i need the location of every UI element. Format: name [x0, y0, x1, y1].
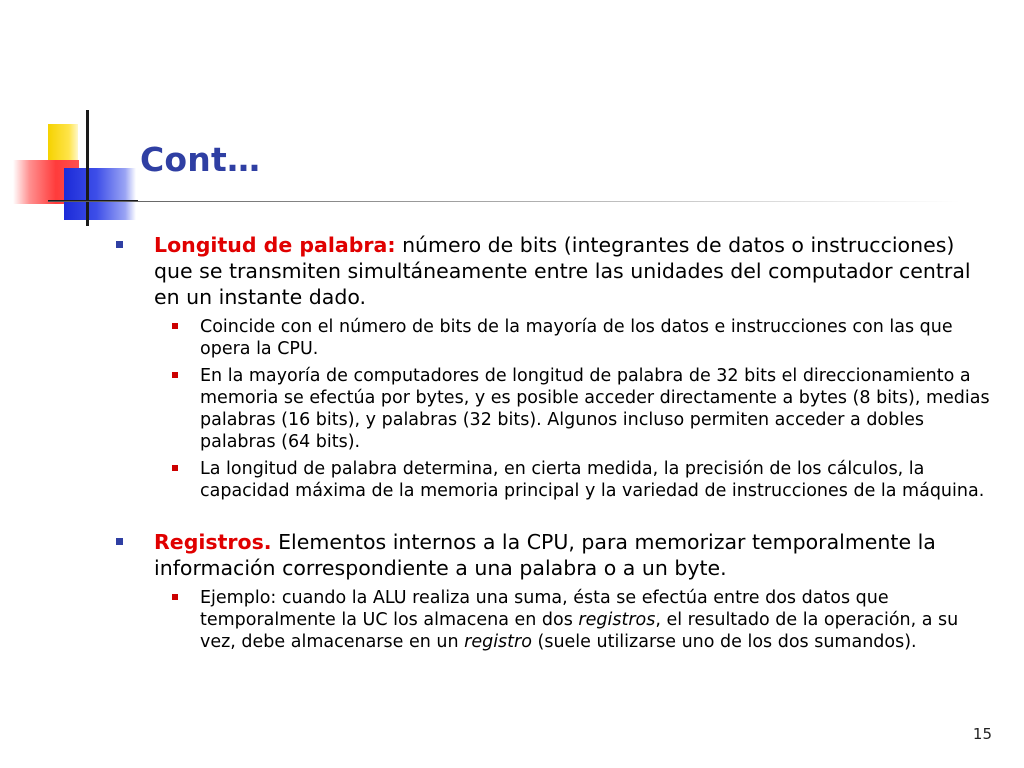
bullet-square-icon [116, 241, 123, 248]
sub-bullet-square-icon [172, 372, 178, 378]
sub-bullet [116, 587, 996, 653]
term-word-length: Longitud de palabra: [154, 233, 396, 257]
sub-bullet-square-icon [172, 323, 178, 329]
sub-bullet [116, 458, 996, 502]
sub-bullet-text: Coincide con el número de bits de la mayoría de los datos e instrucciones con las que opera la CPU. [200, 317, 953, 359]
term-registers: Registros. [154, 530, 272, 554]
bullet-text: número de bits (integrantes de datos o instrucciones) que se transmiten simultáneamente entre las unidades del computador central en un instante dado. [154, 233, 971, 309]
sub-bullet [116, 316, 996, 360]
sub-bullet-square-icon [172, 465, 178, 471]
title-divider [48, 201, 960, 202]
logo-blue-square [64, 168, 136, 220]
slide-title: Cont… [140, 140, 261, 179]
bullet-square-icon [116, 538, 123, 545]
sub-bullet-text-part: Ejemplo: cuando la ALU realiza una suma, ésta se efectúa entre dos datos que temporalmente la UC los almacena en dos [200, 588, 889, 630]
bullet-registers [116, 529, 996, 581]
sub-bullet-text-part: , el resultado de la operación, a su vez, debe almacenarse en un [200, 610, 959, 652]
logo-vertical-line [86, 110, 89, 226]
emphasis-registro: registro [464, 632, 532, 652]
sub-bullet [116, 365, 996, 453]
emphasis-registros: registros [578, 610, 656, 630]
sub-bullet-text: En la mayoría de computadores de longitud de palabra de 32 bits el direccionamiento a memoria se efectúa por bytes, y es posible acceder directamente a bytes (8 bits), medias palabras (16 bits), y palabras (32 bits). Algunos incluso permiten acceder a dobles palabras (64 bits). [200, 366, 990, 452]
decorative-logo-icon [0, 100, 150, 230]
sub-bullet-square-icon [172, 594, 178, 600]
bullet-text: Elementos internos a la CPU, para memorizar temporalmente la información correspondiente a una palabra o a un byte. [154, 530, 936, 580]
sub-bullet-text: La longitud de palabra determina, en cierta medida, la precisión de los cálculos, la capacidad máxima de la memoria principal y la variedad de instrucciones de la máquina. [200, 459, 985, 501]
spacer [116, 507, 996, 529]
bullet-word-length [116, 232, 996, 310]
slide-content [116, 232, 996, 658]
sub-bullet-text-part: (suele utilizarse uno de los dos sumandos). [531, 632, 917, 652]
page-number: 15 [972, 725, 992, 743]
